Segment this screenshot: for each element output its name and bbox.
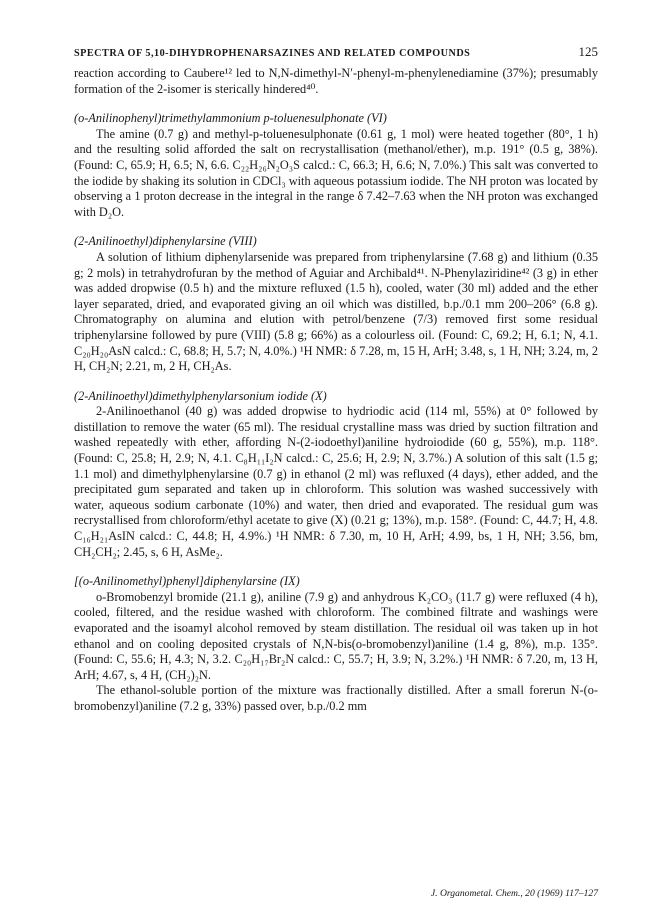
section-heading-ix: [(o-Anilinomethyl)phenyl]diphenylarsine (IX) (74, 574, 300, 589)
paragraph-vi: The amine (0.7 g) and methyl-p-toluenesulphonate (0.61 g, 1 mol) were heated together (80°, 1 h) and the resulting solid afforded the salt on recrystallisation (methanol/ether), m.p. 191° (0.5 g, 38%). (Found: C, 65.9; H, 6.5; N, 6.6. C₂₂H₂₆N₂O₃S calcd.: C, 66.3; H, 6.6; N, 7.0%.) This salt was converted to the iodide by shaking its solution in CDCl₃ with aqueous potassium iodide. The NH proton was located by observing a 1 proton decrease in the integral in the range δ 7.42–7.63 when the NH proton was exchanged with D₂O. (74, 126, 598, 219)
section-heading-x: (2-Anilinoethyl)dimethylphenylarsonium iodide (X) (74, 388, 327, 403)
page-header (74, 44, 598, 66)
paragraph-continuation: reaction according to Caubere¹² led to N,N-dimethyl-N′-phenyl-m-phenylenediamine (37%); presumably formation of the 2-isomer is sterically hindered⁴⁰. (74, 66, 598, 96)
paragraph-x: 2-Anilinoethanol (40 g) was added dropwise to hydriodic acid (114 ml, 55%) at 0° followed by distillation to remove the water (65 ml). The residual crystalline mass was dried by suction filtration and washed repeatedly with ether, affording N-(2-iodoethyl)aniline hydroiodide (60 g, 55%), m.p. 118°. (Found: C, 25.8; H, 2.9; N, 4.1. C₈H₁₁I₂N calcd.: C, 25.6; H, 2.9; N, 3.7%.) A solution of this salt (1.5 g; 1.1 mol) and dimethylphenylarsine (0.7 g) in ethanol (2 ml) was refluxed (4 days), ether added, and the precipitated gum separated and taken up in chloroform. This solution was washed successively with water, aqueous sodium carbonate (10%) and water, then dried and evaporated. The residual gum was recrystallised from chloroform/ethyl acetate to give (X) (0.21 g; 13%), m.p. 158°. (Found: C, 44.7; H, 4.8. C₁₆H₂₁AsIN calcd.: C, 44.8; H, 4.9%.) ¹H NMR: δ 7.30, m, 10 H, ArH; 4.99, bs, 1 H, NH; 3.56, bm, CH₂CH₂; 2.45, s, 6 H, AsMe₂. (74, 404, 598, 559)
paragraph-ix-continued: The ethanol-soluble portion of the mixture was fractionally distilled. After a small forerun N-(o-bromobenzyl)aniline (7.2 g, 33%) passed over, b.p./0.2 mm (74, 683, 598, 713)
page-number: 125 (578, 44, 598, 59)
journal-citation: J. Organometal. Chem., 20 (1969) 117–127 (430, 888, 598, 899)
section-heading-viii: (2-Anilinoethyl)diphenylarsine (VIII) (74, 234, 257, 249)
body-text (74, 66, 598, 715)
section-heading-vi: (o-Anilinophenyl)trimethylammonium p-toluenesulphonate (VI) (74, 111, 387, 126)
paragraph-viii: A solution of lithium diphenylarsenide was prepared from triphenylarsine (7.68 g) and lithium (0.35 g; 2 mols) in tetrahydrofuran by the method of Aguiar and Archibald⁴¹. N-Phenylaziridine⁴² (3 g) in ether was added dropwise (0.5 h) and the mixture refluxed (1.5 h), cooled, water (30 ml) added and the ether layer separated, dried, and evaporated giving an oil which was distilled, b.p./0.1 mm 200–206° (6.8 g). Chromatography on alumina and elution with petrol/benzene (7/3) removed first some residual triphenylarsine followed by pure (VIII) (5.8 g; 66%) as a colourless oil. (Found: C, 69.2; H, 6.1; N, 4.1. C₂₀H₂₀AsN calcd.: C, 68.8; H, 5.7; N, 4.0%.) ¹H NMR: δ 7.28, m, 15 H, ArH; 3.48, s, 1 H, NH; 3.24, m, 2 H, CH₂N; 2.21, m, 2 H, CH₂As. (74, 249, 598, 374)
running-title: SPECTRA OF 5,10-DIHYDROPHENARSAZINES AND RELATED COMPOUNDS (74, 48, 471, 59)
paragraph-ix: o-Bromobenzyl bromide (21.1 g), aniline (7.9 g) and anhydrous K₂CO₃ (11.7 g) were refluxed (4 h), cooled, filtered, and the residue washed with chloroform. The combined filtrate and washings were evaporated and the isoamyl alcohol removed by steam distillation. The residual oil was taken up in hot ethanol and on cooling deposited crystals of N,N-bis(o-bromobenzyl)aniline (1.4 g, 8%), m.p. 135°. (Found: C, 55.6; H, 4.3; N, 3.2. C₂₀H₁₇Br₂N calcd.: C, 55.7; H, 3.9; N, 3.2%.) ¹H NMR: δ 7.20, m, 13 H, ArH; 4.67, s, 4 H, (CH₂)₂N. (74, 589, 598, 682)
